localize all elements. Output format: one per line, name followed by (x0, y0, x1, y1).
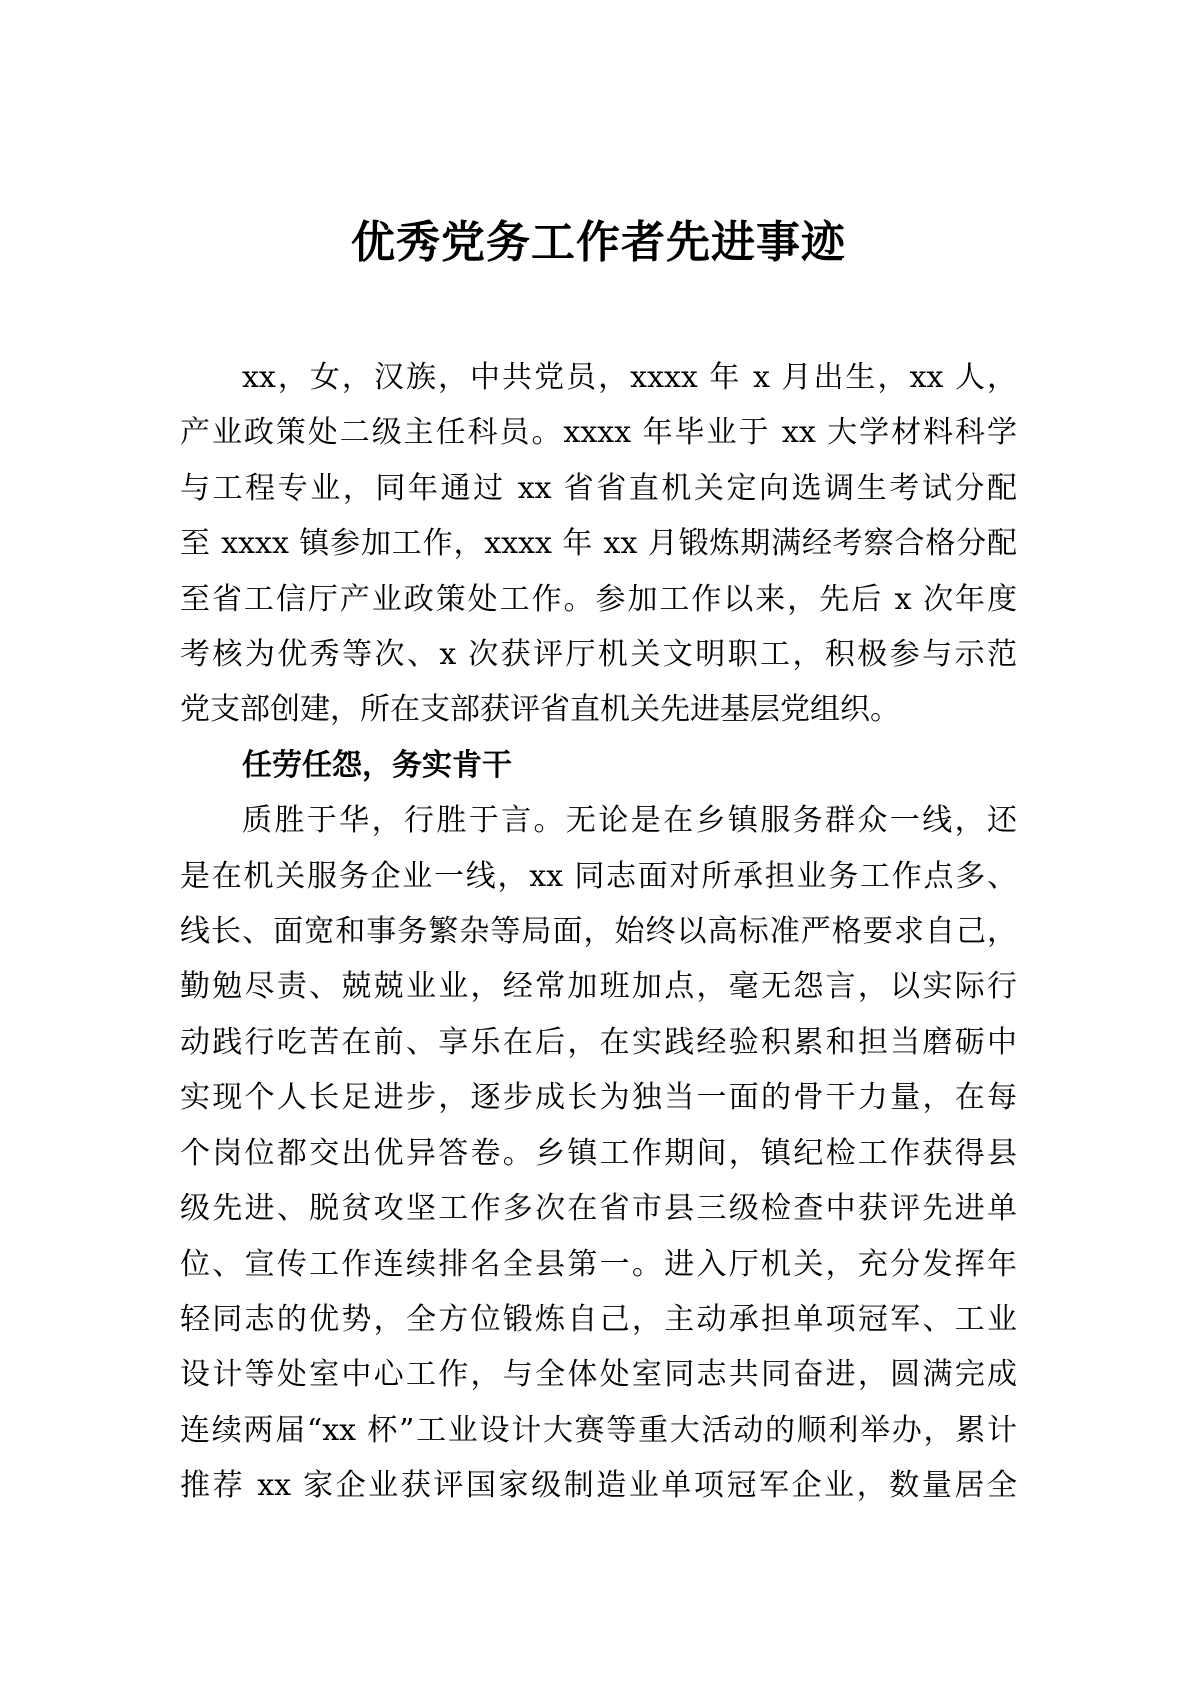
paragraph1-line-5: 至省工信厅产业政策处工作。参加工作以来，先后 x 次年度 (180, 581, 1017, 617)
paragraph1-line-3: 与工程专业，同年通过 xx 省省直机关定向选调生考试分配 (180, 470, 1017, 506)
paragraph2-line-4: 勤勉尽责、兢兢业业，经常加班加点，毫无怨言，以实际行 (180, 969, 1017, 1005)
paragraph2-line-5: 动践行吃苦在前、享乐在后，在实践经验积累和担当磨砺中 (180, 1024, 1017, 1060)
paragraph2-line-10: 轻同志的优势，全方位锻炼自己，主动承担单项冠军、工业 (180, 1301, 1017, 1337)
paragraph2-line-6: 实现个人长足进步，逐步成长为独当一面的骨干力量，在每 (180, 1080, 1017, 1116)
paragraph2-line-8: 级先进、脱贫攻坚工作多次在省市县三级检查中获评先进单 (180, 1191, 1017, 1227)
paragraph2-line-12: 连续两届“xx 杯”工业设计大赛等重大活动的顺利举办，累计 (180, 1412, 1017, 1448)
paragraph2-line-3: 线长、面宽和事务繁杂等局面，始终以高标准严格要求自己， (180, 914, 1017, 950)
paragraph2-line-11: 设计等处室中心工作，与全体处室同志共同奋进，圆满完成 (180, 1357, 1017, 1393)
paragraph1-line-1: xx，女，汉族，中共党员，xxxx 年 x 月出生，xx 人， (242, 360, 1017, 395)
paragraph2-line-9: 位、宣传工作连续排名全县第一。进入厅机关，充分发挥年 (180, 1246, 1017, 1282)
paragraph2-line-13: 推荐 xx 家企业获评国家级制造业单项冠军企业，数量居全 (180, 1468, 1017, 1504)
document-body (180, 350, 1017, 1514)
section-heading: 任劳任怨，务实肯干 (242, 747, 512, 783)
paragraph2-line-1: 质胜于华，行胜于言。无论是在乡镇服务群众一线，还 (242, 803, 1017, 839)
paragraph2-line-2: 是在机关服务企业一线，xx 同志面对所承担业务工作点多、 (180, 858, 1017, 894)
paragraph1-line-7: 党支部创建，所在支部获评省直机关先进基层党组织。 (180, 692, 900, 728)
paragraph1-line-6: 考核为优秀等次、x 次获评厅机关文明职工，积极参与示范 (180, 637, 1017, 673)
paragraph1-line-2: 产业政策处二级主任科员。xxxx 年毕业于 xx 大学材料科学 (180, 415, 1017, 451)
document-title: 优秀党务工作者先进事迹 (351, 217, 846, 268)
paragraph1-line-4: 至 xxxx 镇参加工作，xxxx 年 xx 月锻炼期满经考察合格分配 (180, 526, 1017, 562)
paragraph2-line-7: 个岗位都交出优异答卷。乡镇工作期间，镇纪检工作获得县 (180, 1135, 1017, 1171)
